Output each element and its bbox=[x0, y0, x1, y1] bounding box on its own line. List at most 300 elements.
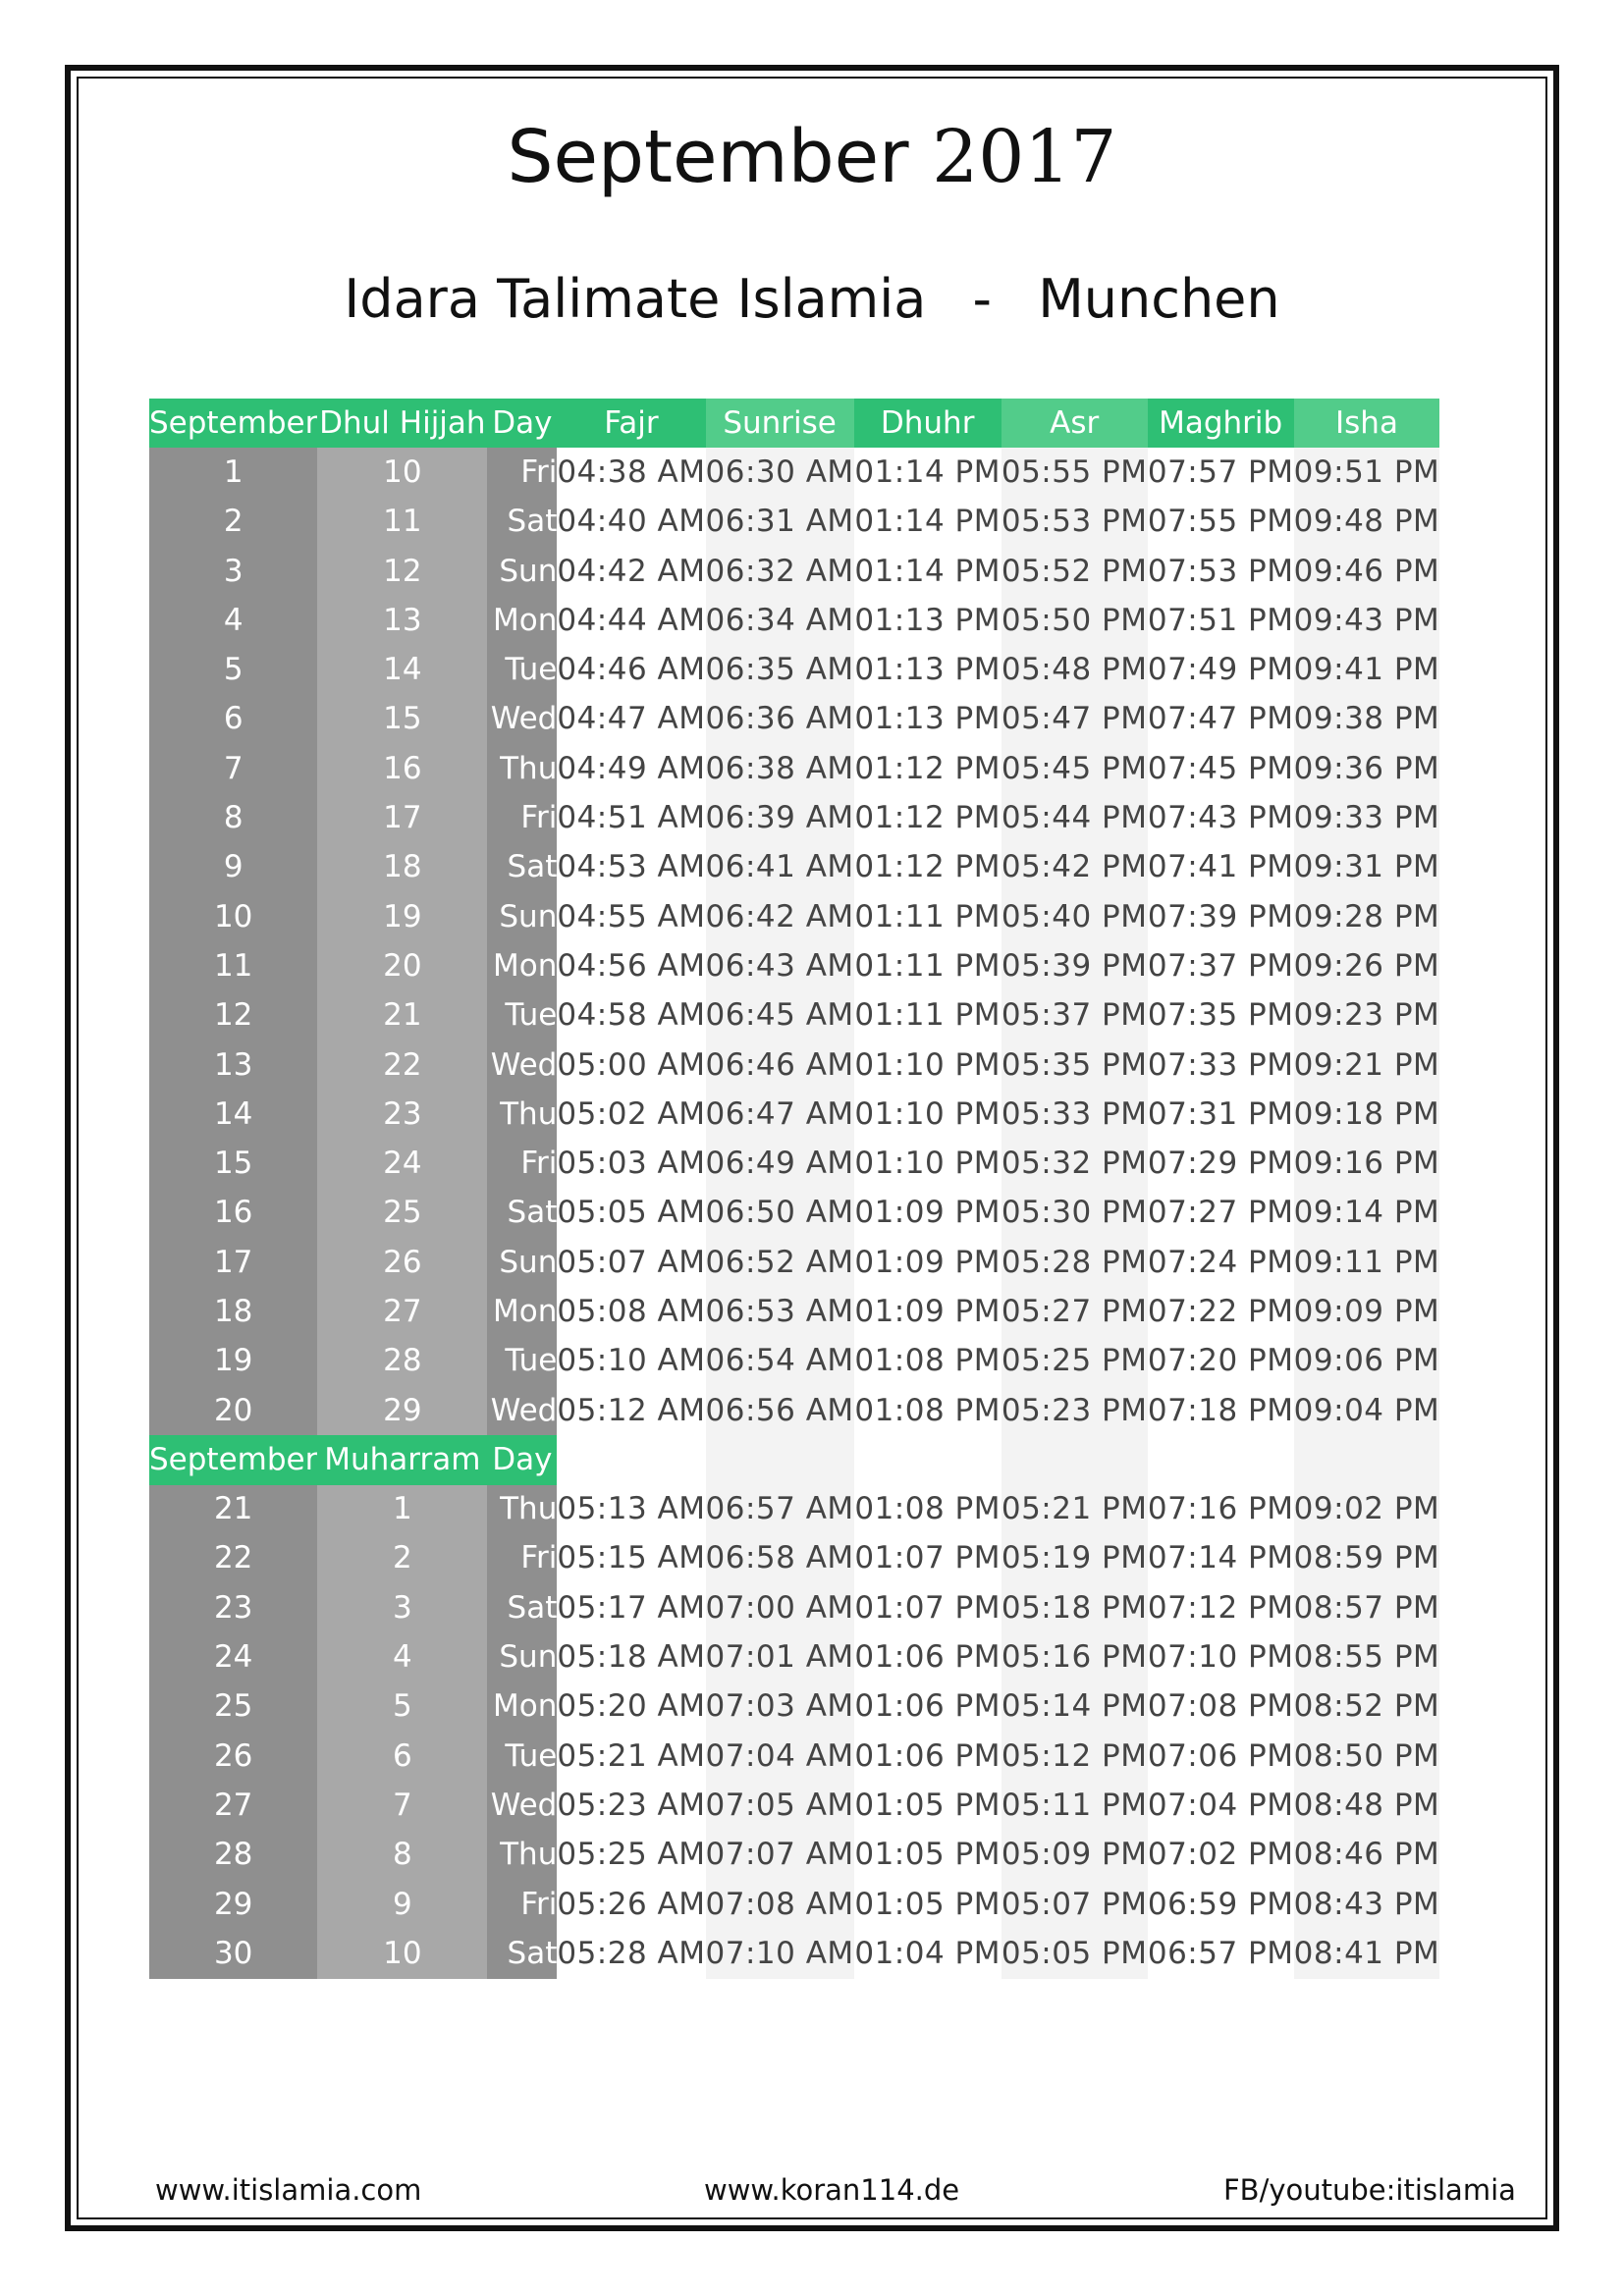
asr-cell: 05:52 PM bbox=[1001, 547, 1148, 596]
dhuhr-cell: 01:14 PM bbox=[854, 547, 1001, 596]
hijri-day-cell: 1 bbox=[317, 1485, 487, 1534]
isha-cell: 09:06 PM bbox=[1294, 1337, 1440, 1386]
dhuhr-cell: 01:11 PM bbox=[854, 941, 1001, 990]
hijri-day-cell: 18 bbox=[317, 843, 487, 892]
sunrise-cell: 06:49 AM bbox=[706, 1139, 854, 1188]
asr-cell: 05:05 PM bbox=[1001, 1929, 1148, 1978]
asr-cell: 05:27 PM bbox=[1001, 1287, 1148, 1336]
dhuhr-cell: 01:05 PM bbox=[854, 1880, 1001, 1929]
asr-cell: 05:32 PM bbox=[1001, 1139, 1148, 1188]
weekday-cell: Thu bbox=[487, 1831, 557, 1880]
hijri-day-cell: 24 bbox=[317, 1139, 487, 1188]
fajr-cell: 05:02 AM bbox=[557, 1090, 705, 1139]
isha-cell: 09:48 PM bbox=[1294, 498, 1440, 547]
sunrise-cell: 06:36 AM bbox=[706, 695, 854, 744]
hijri-day-cell: 22 bbox=[317, 1041, 487, 1090]
maghrib-cell: 07:41 PM bbox=[1148, 843, 1294, 892]
maghrib-cell: 06:59 PM bbox=[1148, 1880, 1294, 1929]
footer-koran-website: www.koran114.de bbox=[704, 2173, 960, 2207]
gregorian-day-cell: 4 bbox=[149, 596, 317, 645]
hijri-day-cell: 12 bbox=[317, 547, 487, 596]
fajr-cell: 05:03 AM bbox=[557, 1139, 705, 1188]
asr-cell: 05:18 PM bbox=[1001, 1583, 1148, 1632]
sunrise-cell: 06:41 AM bbox=[706, 843, 854, 892]
hijri-day-cell: 28 bbox=[317, 1337, 487, 1386]
sunrise-cell: 06:43 AM bbox=[706, 941, 854, 990]
sunrise-cell: 07:04 AM bbox=[706, 1732, 854, 1781]
gregorian-day-cell: 3 bbox=[149, 547, 317, 596]
gregorian-day-cell: 5 bbox=[149, 645, 317, 694]
asr-cell: 05:11 PM bbox=[1001, 1781, 1148, 1830]
maghrib-cell: 07:24 PM bbox=[1148, 1238, 1294, 1287]
maghrib-cell: 07:35 PM bbox=[1148, 991, 1294, 1041]
fajr-cell: 05:18 AM bbox=[557, 1632, 705, 1682]
maghrib-cell: 07:55 PM bbox=[1148, 498, 1294, 547]
table-row bbox=[149, 1732, 1439, 1781]
weekday-cell: Mon bbox=[487, 941, 557, 990]
dhuhr-cell: 01:12 PM bbox=[854, 744, 1001, 793]
table-body-muharram bbox=[149, 1485, 1439, 1979]
column-header: Maghrib bbox=[1148, 399, 1294, 448]
isha-cell: 09:14 PM bbox=[1294, 1189, 1440, 1238]
table-row bbox=[149, 596, 1439, 645]
hijri-day-cell: 20 bbox=[317, 941, 487, 990]
table-row bbox=[149, 1583, 1439, 1632]
gregorian-day-cell: 11 bbox=[149, 941, 317, 990]
weekday-cell: Sat bbox=[487, 498, 557, 547]
table-row bbox=[149, 1090, 1439, 1139]
maghrib-cell: 07:47 PM bbox=[1148, 695, 1294, 744]
isha-cell: 09:26 PM bbox=[1294, 941, 1440, 990]
hijri-day-cell: 5 bbox=[317, 1682, 487, 1732]
dhuhr-cell: 01:06 PM bbox=[854, 1682, 1001, 1732]
subtitle-dash: - bbox=[972, 268, 993, 330]
fajr-cell: 05:00 AM bbox=[557, 1041, 705, 1090]
gregorian-day-cell: 15 bbox=[149, 1139, 317, 1188]
sunrise-cell: 06:46 AM bbox=[706, 1041, 854, 1090]
weekday-cell: Wed bbox=[487, 1386, 557, 1435]
asr-cell: 05:42 PM bbox=[1001, 843, 1148, 892]
prayer-times-table bbox=[149, 399, 1439, 1979]
dhuhr-cell: 01:13 PM bbox=[854, 645, 1001, 694]
fajr-cell: 05:28 AM bbox=[557, 1929, 705, 1978]
weekday-cell: Thu bbox=[487, 1485, 557, 1534]
hijri-day-cell: 25 bbox=[317, 1189, 487, 1238]
dhuhr-cell: 01:14 PM bbox=[854, 498, 1001, 547]
fajr-cell: 04:46 AM bbox=[557, 645, 705, 694]
sunrise-cell: 06:47 AM bbox=[706, 1090, 854, 1139]
asr-cell: 05:48 PM bbox=[1001, 645, 1148, 694]
isha-cell: 09:04 PM bbox=[1294, 1386, 1440, 1435]
weekday-cell: Wed bbox=[487, 695, 557, 744]
fajr-cell: 05:10 AM bbox=[557, 1337, 705, 1386]
asr-cell: 05:35 PM bbox=[1001, 1041, 1148, 1090]
sunrise-cell: 06:45 AM bbox=[706, 991, 854, 1041]
table-row bbox=[149, 941, 1439, 990]
sunrise-cell: 06:39 AM bbox=[706, 793, 854, 842]
maghrib-cell: 07:02 PM bbox=[1148, 1831, 1294, 1880]
asr-cell: 05:07 PM bbox=[1001, 1880, 1148, 1929]
weekday-cell: Fri bbox=[487, 448, 557, 497]
isha-cell: 08:48 PM bbox=[1294, 1781, 1440, 1830]
fajr-cell: 05:23 AM bbox=[557, 1781, 705, 1830]
maghrib-cell: 07:20 PM bbox=[1148, 1337, 1294, 1386]
dhuhr-cell: 01:06 PM bbox=[854, 1632, 1001, 1682]
asr-cell: 05:44 PM bbox=[1001, 793, 1148, 842]
table-row bbox=[149, 645, 1439, 694]
isha-cell: 09:51 PM bbox=[1294, 448, 1440, 497]
maghrib-cell: 07:43 PM bbox=[1148, 793, 1294, 842]
maghrib-cell: 07:27 PM bbox=[1148, 1189, 1294, 1238]
column-header: Fajr bbox=[557, 399, 705, 448]
weekday-cell: Sun bbox=[487, 1632, 557, 1682]
maghrib-cell: 07:14 PM bbox=[1148, 1534, 1294, 1583]
isha-cell: 08:57 PM bbox=[1294, 1583, 1440, 1632]
asr-cell: 05:21 PM bbox=[1001, 1485, 1148, 1534]
isha-cell: 09:23 PM bbox=[1294, 991, 1440, 1041]
hijri-day-cell: 13 bbox=[317, 596, 487, 645]
hijri-day-cell: 8 bbox=[317, 1831, 487, 1880]
table-row bbox=[149, 448, 1439, 497]
fajr-cell: 05:07 AM bbox=[557, 1238, 705, 1287]
isha-cell: 09:43 PM bbox=[1294, 596, 1440, 645]
column-header: Day bbox=[487, 1435, 557, 1484]
footer-website: www.itislamia.com bbox=[155, 2173, 422, 2207]
column-header: Muharram bbox=[317, 1435, 487, 1484]
isha-cell: 09:18 PM bbox=[1294, 1090, 1440, 1139]
empty-cell bbox=[1294, 1435, 1440, 1484]
table-row bbox=[149, 1386, 1439, 1435]
dhuhr-cell: 01:12 PM bbox=[854, 793, 1001, 842]
asr-cell: 05:28 PM bbox=[1001, 1238, 1148, 1287]
maghrib-cell: 07:22 PM bbox=[1148, 1287, 1294, 1336]
gregorian-day-cell: 24 bbox=[149, 1632, 317, 1682]
weekday-cell: Wed bbox=[487, 1041, 557, 1090]
maghrib-cell: 07:18 PM bbox=[1148, 1386, 1294, 1435]
hijri-day-cell: 19 bbox=[317, 892, 487, 941]
dhuhr-cell: 01:10 PM bbox=[854, 1139, 1001, 1188]
hijri-day-cell: 14 bbox=[317, 645, 487, 694]
isha-cell: 09:38 PM bbox=[1294, 695, 1440, 744]
gregorian-day-cell: 25 bbox=[149, 1682, 317, 1732]
table-row bbox=[149, 991, 1439, 1041]
dhuhr-cell: 01:14 PM bbox=[854, 448, 1001, 497]
table-row bbox=[149, 695, 1439, 744]
sunrise-cell: 06:32 AM bbox=[706, 547, 854, 596]
table-row bbox=[149, 1682, 1439, 1732]
fajr-cell: 05:25 AM bbox=[557, 1831, 705, 1880]
dhuhr-cell: 01:12 PM bbox=[854, 843, 1001, 892]
hijri-day-cell: 21 bbox=[317, 991, 487, 1041]
weekday-cell: Thu bbox=[487, 744, 557, 793]
table-row bbox=[149, 1534, 1439, 1583]
dhuhr-cell: 01:10 PM bbox=[854, 1041, 1001, 1090]
gregorian-day-cell: 26 bbox=[149, 1732, 317, 1781]
hijri-day-cell: 10 bbox=[317, 1929, 487, 1978]
dhuhr-cell: 01:04 PM bbox=[854, 1929, 1001, 1978]
sunrise-cell: 06:50 AM bbox=[706, 1189, 854, 1238]
fajr-cell: 04:51 AM bbox=[557, 793, 705, 842]
gregorian-day-cell: 8 bbox=[149, 793, 317, 842]
asr-cell: 05:23 PM bbox=[1001, 1386, 1148, 1435]
table-row bbox=[149, 744, 1439, 793]
gregorian-day-cell: 20 bbox=[149, 1386, 317, 1435]
hijri-day-cell: 23 bbox=[317, 1090, 487, 1139]
sunrise-cell: 07:01 AM bbox=[706, 1632, 854, 1682]
subtitle-city: Munchen bbox=[1038, 268, 1280, 330]
isha-cell: 08:59 PM bbox=[1294, 1534, 1440, 1583]
dhuhr-cell: 01:08 PM bbox=[854, 1485, 1001, 1534]
column-header: Dhuhr bbox=[854, 399, 1001, 448]
weekday-cell: Tue bbox=[487, 1337, 557, 1386]
table-row bbox=[149, 1831, 1439, 1880]
maghrib-cell: 07:49 PM bbox=[1148, 645, 1294, 694]
table-row bbox=[149, 1238, 1439, 1287]
fajr-cell: 05:08 AM bbox=[557, 1287, 705, 1336]
table-row bbox=[149, 1781, 1439, 1830]
maghrib-cell: 07:06 PM bbox=[1148, 1732, 1294, 1781]
dhuhr-cell: 01:13 PM bbox=[854, 596, 1001, 645]
weekday-cell: Sun bbox=[487, 1238, 557, 1287]
asr-cell: 05:16 PM bbox=[1001, 1632, 1148, 1682]
dhuhr-cell: 01:08 PM bbox=[854, 1386, 1001, 1435]
gregorian-day-cell: 12 bbox=[149, 991, 317, 1041]
maghrib-cell: 07:57 PM bbox=[1148, 448, 1294, 497]
hijri-day-cell: 4 bbox=[317, 1632, 487, 1682]
fajr-cell: 04:38 AM bbox=[557, 448, 705, 497]
gregorian-day-cell: 18 bbox=[149, 1287, 317, 1336]
isha-cell: 08:43 PM bbox=[1294, 1880, 1440, 1929]
maghrib-cell: 07:16 PM bbox=[1148, 1485, 1294, 1534]
gregorian-day-cell: 7 bbox=[149, 744, 317, 793]
footer-social: FB/youtube:itislamia bbox=[1223, 2173, 1516, 2207]
table-row bbox=[149, 1337, 1439, 1386]
empty-cell bbox=[706, 1435, 854, 1484]
gregorian-day-cell: 22 bbox=[149, 1534, 317, 1583]
asr-cell: 05:45 PM bbox=[1001, 744, 1148, 793]
maghrib-cell: 07:08 PM bbox=[1148, 1682, 1294, 1732]
column-header: September bbox=[149, 399, 317, 448]
isha-cell: 09:28 PM bbox=[1294, 892, 1440, 941]
dhuhr-cell: 01:06 PM bbox=[854, 1732, 1001, 1781]
gregorian-day-cell: 19 bbox=[149, 1337, 317, 1386]
asr-cell: 05:40 PM bbox=[1001, 892, 1148, 941]
isha-cell: 09:33 PM bbox=[1294, 793, 1440, 842]
table-row bbox=[149, 498, 1439, 547]
fajr-cell: 05:20 AM bbox=[557, 1682, 705, 1732]
maghrib-cell: 07:45 PM bbox=[1148, 744, 1294, 793]
hijri-day-cell: 3 bbox=[317, 1583, 487, 1632]
hijri-day-cell: 7 bbox=[317, 1781, 487, 1830]
sunrise-cell: 06:38 AM bbox=[706, 744, 854, 793]
empty-cell bbox=[1148, 1435, 1294, 1484]
maghrib-cell: 07:33 PM bbox=[1148, 1041, 1294, 1090]
isha-cell: 09:21 PM bbox=[1294, 1041, 1440, 1090]
weekday-cell: Sun bbox=[487, 547, 557, 596]
gregorian-day-cell: 29 bbox=[149, 1880, 317, 1929]
hijri-day-cell: 26 bbox=[317, 1238, 487, 1287]
fajr-cell: 04:49 AM bbox=[557, 744, 705, 793]
fajr-cell: 05:17 AM bbox=[557, 1583, 705, 1632]
title-month: September bbox=[507, 115, 909, 199]
gregorian-day-cell: 16 bbox=[149, 1189, 317, 1238]
weekday-cell: Thu bbox=[487, 1090, 557, 1139]
dhuhr-cell: 01:05 PM bbox=[854, 1831, 1001, 1880]
empty-cell bbox=[854, 1435, 1001, 1484]
gregorian-day-cell: 1 bbox=[149, 448, 317, 497]
maghrib-cell: 07:53 PM bbox=[1148, 547, 1294, 596]
fajr-cell: 04:53 AM bbox=[557, 843, 705, 892]
sunrise-cell: 06:35 AM bbox=[706, 645, 854, 694]
column-header: Day bbox=[487, 399, 557, 448]
table-row bbox=[149, 1041, 1439, 1090]
sunrise-cell: 06:31 AM bbox=[706, 498, 854, 547]
maghrib-cell: 07:10 PM bbox=[1148, 1632, 1294, 1682]
sunrise-cell: 07:00 AM bbox=[706, 1583, 854, 1632]
sunrise-cell: 07:10 AM bbox=[706, 1929, 854, 1978]
isha-cell: 08:46 PM bbox=[1294, 1831, 1440, 1880]
isha-cell: 09:46 PM bbox=[1294, 547, 1440, 596]
dhuhr-cell: 01:05 PM bbox=[854, 1781, 1001, 1830]
isha-cell: 08:41 PM bbox=[1294, 1929, 1440, 1978]
asr-cell: 05:47 PM bbox=[1001, 695, 1148, 744]
dhuhr-cell: 01:13 PM bbox=[854, 695, 1001, 744]
maghrib-cell: 07:31 PM bbox=[1148, 1090, 1294, 1139]
fajr-cell: 05:12 AM bbox=[557, 1386, 705, 1435]
hijri-day-cell: 15 bbox=[317, 695, 487, 744]
dhuhr-cell: 01:09 PM bbox=[854, 1238, 1001, 1287]
table-row bbox=[149, 1139, 1439, 1188]
table-row bbox=[149, 1632, 1439, 1682]
asr-cell: 05:14 PM bbox=[1001, 1682, 1148, 1732]
asr-cell: 05:30 PM bbox=[1001, 1189, 1148, 1238]
hijri-day-cell: 2 bbox=[317, 1534, 487, 1583]
weekday-cell: Tue bbox=[487, 991, 557, 1041]
asr-cell: 05:12 PM bbox=[1001, 1732, 1148, 1781]
table-row bbox=[149, 843, 1439, 892]
dhuhr-cell: 01:09 PM bbox=[854, 1287, 1001, 1336]
weekday-cell: Fri bbox=[487, 1139, 557, 1188]
empty-cell bbox=[557, 1435, 705, 1484]
asr-cell: 05:55 PM bbox=[1001, 448, 1148, 497]
isha-cell: 08:50 PM bbox=[1294, 1732, 1440, 1781]
column-header: Sunrise bbox=[706, 399, 854, 448]
weekday-cell: Mon bbox=[487, 1287, 557, 1336]
maghrib-cell: 07:39 PM bbox=[1148, 892, 1294, 941]
sunrise-cell: 07:03 AM bbox=[706, 1682, 854, 1732]
asr-cell: 05:09 PM bbox=[1001, 1831, 1148, 1880]
weekday-cell: Wed bbox=[487, 1781, 557, 1830]
hijri-day-cell: 16 bbox=[317, 744, 487, 793]
fajr-cell: 05:15 AM bbox=[557, 1534, 705, 1583]
sunrise-cell: 06:57 AM bbox=[706, 1485, 854, 1534]
table-header-row bbox=[149, 399, 1439, 448]
hijri-day-cell: 27 bbox=[317, 1287, 487, 1336]
weekday-cell: Sat bbox=[487, 1189, 557, 1238]
fajr-cell: 04:42 AM bbox=[557, 547, 705, 596]
gregorian-day-cell: 21 bbox=[149, 1485, 317, 1534]
column-header: Asr bbox=[1001, 399, 1148, 448]
maghrib-cell: 07:51 PM bbox=[1148, 596, 1294, 645]
gregorian-day-cell: 10 bbox=[149, 892, 317, 941]
dhuhr-cell: 01:09 PM bbox=[854, 1189, 1001, 1238]
table-row bbox=[149, 793, 1439, 842]
asr-cell: 05:37 PM bbox=[1001, 991, 1148, 1041]
sunrise-cell: 06:34 AM bbox=[706, 596, 854, 645]
column-header: Isha bbox=[1294, 399, 1440, 448]
table-subheader-section bbox=[149, 1435, 1439, 1484]
page-subtitle bbox=[0, 270, 1624, 328]
dhuhr-cell: 01:07 PM bbox=[854, 1583, 1001, 1632]
fajr-cell: 04:58 AM bbox=[557, 991, 705, 1041]
hijri-day-cell: 10 bbox=[317, 448, 487, 497]
table-row bbox=[149, 1189, 1439, 1238]
sunrise-cell: 07:08 AM bbox=[706, 1880, 854, 1929]
column-header: September bbox=[149, 1435, 317, 1484]
isha-cell: 09:16 PM bbox=[1294, 1139, 1440, 1188]
isha-cell: 09:09 PM bbox=[1294, 1287, 1440, 1336]
sunrise-cell: 06:53 AM bbox=[706, 1287, 854, 1336]
weekday-cell: Tue bbox=[487, 645, 557, 694]
sunrise-cell: 06:52 AM bbox=[706, 1238, 854, 1287]
table-row bbox=[149, 1880, 1439, 1929]
maghrib-cell: 06:57 PM bbox=[1148, 1929, 1294, 1978]
gregorian-day-cell: 28 bbox=[149, 1831, 317, 1880]
weekday-cell: Sun bbox=[487, 892, 557, 941]
maghrib-cell: 07:29 PM bbox=[1148, 1139, 1294, 1188]
gregorian-day-cell: 2 bbox=[149, 498, 317, 547]
maghrib-cell: 07:12 PM bbox=[1148, 1583, 1294, 1632]
column-header: Dhul Hijjah bbox=[317, 399, 487, 448]
gregorian-day-cell: 9 bbox=[149, 843, 317, 892]
page-title bbox=[0, 115, 1624, 199]
weekday-cell: Fri bbox=[487, 1880, 557, 1929]
table-subheader-row bbox=[149, 1435, 1439, 1484]
sunrise-cell: 07:07 AM bbox=[706, 1831, 854, 1880]
gregorian-day-cell: 14 bbox=[149, 1090, 317, 1139]
weekday-cell: Fri bbox=[487, 1534, 557, 1583]
isha-cell: 09:11 PM bbox=[1294, 1238, 1440, 1287]
sunrise-cell: 06:54 AM bbox=[706, 1337, 854, 1386]
weekday-cell: Mon bbox=[487, 1682, 557, 1732]
gregorian-day-cell: 6 bbox=[149, 695, 317, 744]
gregorian-day-cell: 17 bbox=[149, 1238, 317, 1287]
hijri-day-cell: 6 bbox=[317, 1732, 487, 1781]
asr-cell: 05:25 PM bbox=[1001, 1337, 1148, 1386]
table-row bbox=[149, 1287, 1439, 1336]
dhuhr-cell: 01:08 PM bbox=[854, 1337, 1001, 1386]
sunrise-cell: 07:05 AM bbox=[706, 1781, 854, 1830]
dhuhr-cell: 01:07 PM bbox=[854, 1534, 1001, 1583]
gregorian-day-cell: 23 bbox=[149, 1583, 317, 1632]
gregorian-day-cell: 30 bbox=[149, 1929, 317, 1978]
weekday-cell: Fri bbox=[487, 793, 557, 842]
table-row bbox=[149, 547, 1439, 596]
asr-cell: 05:50 PM bbox=[1001, 596, 1148, 645]
table-row bbox=[149, 1485, 1439, 1534]
title-year: 2017 bbox=[932, 115, 1117, 199]
isha-cell: 09:31 PM bbox=[1294, 843, 1440, 892]
fajr-cell: 05:26 AM bbox=[557, 1880, 705, 1929]
sunrise-cell: 06:30 AM bbox=[706, 448, 854, 497]
isha-cell: 09:41 PM bbox=[1294, 645, 1440, 694]
dhuhr-cell: 01:11 PM bbox=[854, 991, 1001, 1041]
isha-cell: 08:52 PM bbox=[1294, 1682, 1440, 1732]
hijri-day-cell: 11 bbox=[317, 498, 487, 547]
asr-cell: 05:53 PM bbox=[1001, 498, 1148, 547]
asr-cell: 05:19 PM bbox=[1001, 1534, 1148, 1583]
fajr-cell: 05:05 AM bbox=[557, 1189, 705, 1238]
